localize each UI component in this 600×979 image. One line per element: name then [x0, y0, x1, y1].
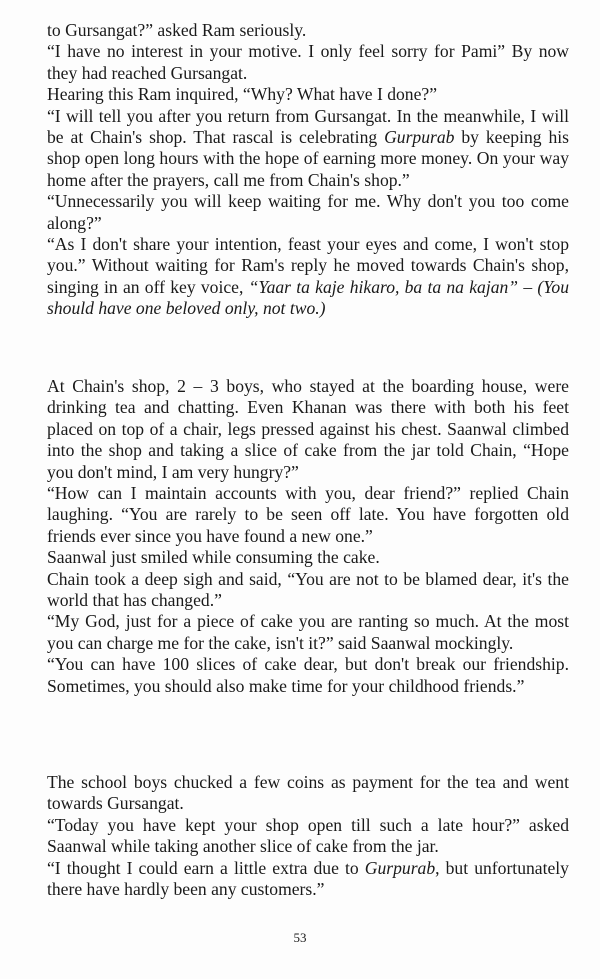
section-three [47, 772, 569, 900]
text: “I have no interest in your motive. I only feel sorry for Pami” By now they had reached Gursangat. [47, 41, 569, 83]
text: – [518, 276, 538, 297]
italic-term: Gurpurab [364, 857, 436, 878]
paragraph [47, 483, 569, 547]
section-one [47, 20, 569, 320]
text: to Gursangat?” asked Ram seriously. [47, 20, 307, 40]
paragraph [47, 106, 569, 192]
text: “How can I maintain accounts with you, dear friend?” replied Chain laughing. “You are rarely to be seen off late. You have forgotten old friends ever since you have found a new one.” [47, 483, 569, 546]
text: , but unfortunately there have hardly been any customers.” [47, 857, 569, 900]
text: Chain took a deep sigh and said, “You are not to be blamed dear, it's the world that has changed.” [47, 568, 569, 611]
text: “I thought I could earn a little extra due to [47, 857, 365, 878]
paragraph [47, 191, 569, 234]
paragraph [47, 547, 569, 568]
text: “I will tell you after you return from Gursangat. In the meanwhile, I will be at Chain's shop. That rascal is celebrating [47, 105, 569, 148]
paragraph [47, 569, 569, 612]
paragraph [47, 376, 569, 483]
paragraph [47, 654, 569, 697]
paragraph [47, 815, 569, 858]
text: “Today you have kept your shop open till such a late hour?” asked Saanwal while taking another slice of cake from the jar. [47, 814, 569, 857]
paragraph [47, 858, 569, 901]
text: “You can have 100 slices of cake dear, but don't break our friendship. Sometimes, you should also make time for your childhood friends.” [47, 654, 569, 696]
paragraph [47, 611, 569, 654]
italic-term: Gurpurab [384, 127, 455, 148]
text: “My God, just for a piece of cake you are ranting so much. At the most you can charge me for the cake, isn't it?” said Saanwal mockingly. [47, 611, 569, 653]
text: by keeping his shop open long hours with the hope of earning more money. On your way home after the prayers, call me from Chain's shop.” [47, 127, 570, 190]
text: “As I don't share your intention, feast your eyes and come, I won't stop you.” Without waiting for Ram's reply he moved towards Chain's shop, singing in an off key voice, [47, 234, 569, 297]
paragraph [47, 20, 569, 41]
text: Saanwal just smiled while consuming the cake. [47, 547, 380, 568]
text: Hearing this Ram inquired, “Why? What have I done?” [47, 84, 438, 105]
text: “Unnecessarily you will keep waiting for me. Why don't you too come along?” [47, 191, 569, 233]
text: At Chain's shop, 2 – 3 boys, who stayed at the boarding house, were drinking tea and chatting. Even Khanan was there with both his feet placed on top of a chair, legs pressed against his chest. Saanwal climbed into the shop and taking a slice of cake from the jar told Chain, “Hope you don't mind, I am very hungry?” [47, 376, 569, 482]
song-lyric: “Yaar ta kaje hikaro, ba ta na kajan” [248, 276, 519, 297]
text: The school boys chucked a few coins as payment for the tea and went towards Gursangat. [47, 772, 569, 814]
page-number: 53 [293, 930, 307, 945]
paragraph [47, 84, 569, 105]
paragraph [47, 41, 569, 84]
section-two [47, 376, 569, 697]
lyric-translation: (You should have one beloved only, not two.) [47, 276, 569, 319]
paragraph [47, 772, 569, 815]
paragraph [47, 234, 569, 320]
